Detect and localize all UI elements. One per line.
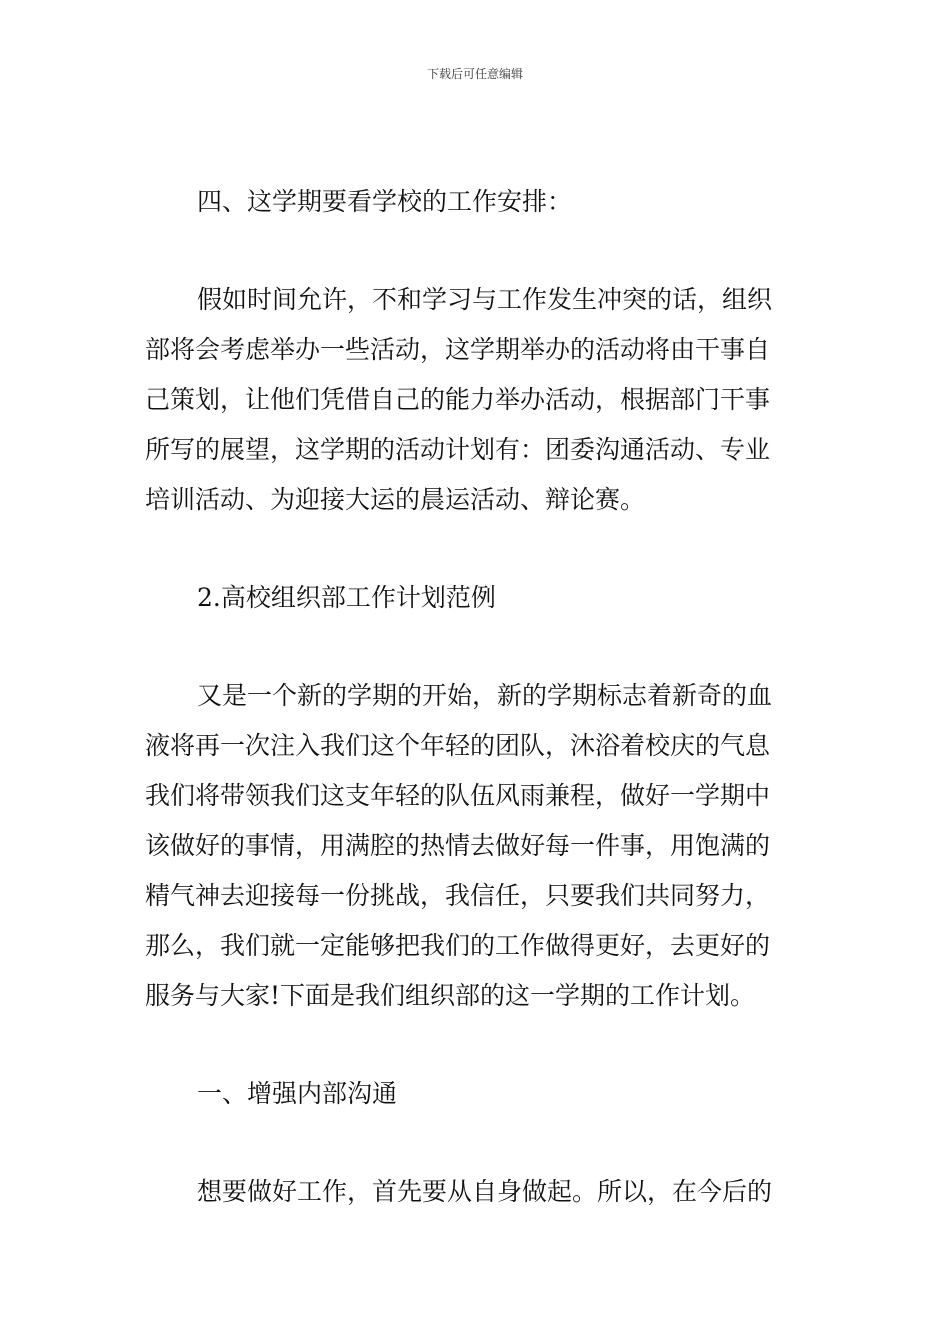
heading-text: 一、增强内部沟通: [197, 1079, 398, 1108]
section-title-two: [145, 573, 805, 623]
paragraph-line: 假如时间允许，不和学习与工作发生冲突的话，组织: [197, 285, 773, 314]
paragraph-line: 我们将带领我们这支年轻的队伍风雨兼程，做好一学期中: [145, 781, 771, 810]
paragraph-line: 培训活动、为迎接大运的晨运活动、辩论赛。: [145, 485, 646, 514]
paragraph-line: 精气神去迎接每一份挑战，我信任，只要我们共同努力，: [145, 881, 771, 910]
paragraph-line: 该做好的事情，用满腔的热情去做好每一件事，用饱满的: [145, 831, 771, 860]
paragraph-line: 又是一个新的学期的开始，新的学期标志着新奇的血: [197, 681, 773, 710]
paragraph-line: 那么，我们就一定能够把我们的工作做得更好，去更好的: [145, 931, 771, 960]
heading-text: 四、这学期要看学校的工作安排：: [197, 187, 573, 216]
paragraph-line: 己策划，让他们凭借自己的能力举办活动，根据部门干事: [145, 385, 771, 414]
paragraph-line: 想要做好工作，首先要从自身做起。所以，在今后的: [197, 1177, 773, 1206]
section-one-heading: [145, 1069, 805, 1119]
title-text: 2.高校组织部工作计划范例: [197, 583, 496, 612]
paragraph-line: 服务与大家!下面是我们组织部的这一学期的工作计划。: [145, 981, 756, 1010]
paragraph-line: 所写的展望，这学期的活动计划有：团委沟通活动、专业: [145, 435, 771, 464]
paragraph-line: 液将再一次注入我们这个年轻的团队，沐浴着校庆的气息: [145, 731, 771, 760]
paragraph-introduction: [145, 671, 805, 1021]
paragraph-line: 部将会考虑举办一些活动，这学期举办的活动将由干事自: [145, 335, 771, 364]
paragraph-activities: [145, 275, 805, 525]
header-note: 下载后可任意编辑: [426, 67, 523, 81]
paragraph-communication: [145, 1167, 805, 1217]
section-four-heading: [145, 177, 805, 227]
